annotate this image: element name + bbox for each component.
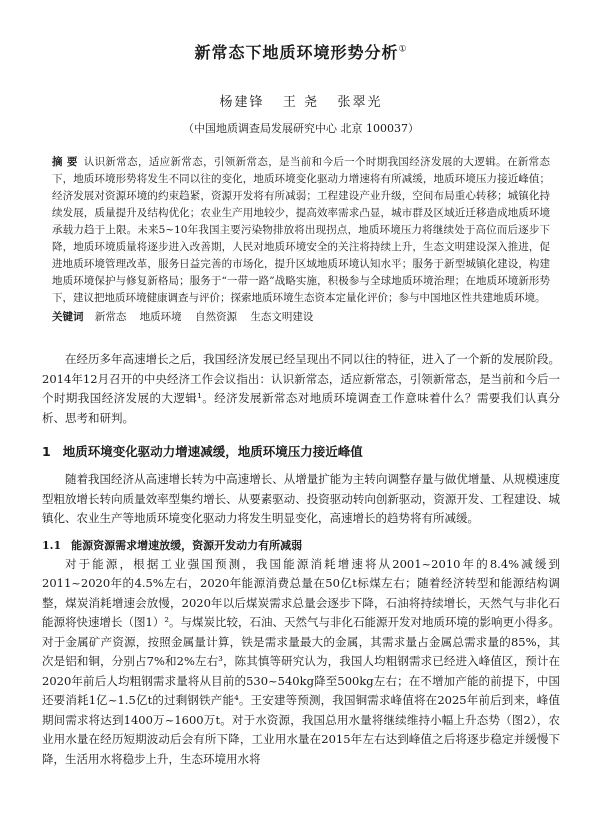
paper-title <box>42 0 560 63</box>
body-paragraph: 对于能源，根据工业强国预测，我国能源消耗增速将从2001~2010年的8.4%减缓到2011~2020年的4.5%左右，2020年能源消费总量在50亿t标煤左右；随着经济转型和能源结构调整，煤炭消耗增速会放慢，2020年以后煤炭需求总量会逐步下降，石油将持续增长，天然气与非化石能源将快速增长（图1）²。与煤炭比较，石油、天然气与非化石能源开发对地质环境的影响更小得多。对于金属矿产资源，按照金属量计算，铁是需求量最大的金属，其需求量占金属总需求量的85%，其次是铝和铜，分别占7%和2%左右³，陈其慎等研究认为，我国人均粗钢需求已经进入峰值区，预计在2020年前后人均粗钢需求量将从目前的530~540kg降至500kg左右；在不增加产能的前提下，中国还要消耗1亿~1.5亿t的过剩钢铁产能⁴。王安建等预测，我国铜需求峰值将在2025年前后到来，峰值期间需求将达到1400万~1600万t。对于水资源，我国总用水量将继续维持小幅上升态势（图2），农业用水量在经历短期波动后会有所下降，工业用水量在2015年左右达到峰值之后将逐步稳定并缓慢下降，生活用水将稳步上升，生态环境用水将 <box>42 556 560 766</box>
keyword: 生态文明建设 <box>250 311 314 323</box>
affiliation: （中国地质调查局发展研究中心 北京 100037） <box>183 122 419 135</box>
abstract-text: 认识新常态，适应新常态，引领新常态，是当前和今后一个时期我国经济发展的大逻辑。在新常态下，地质环境形势将发生不同以往的变化，地质环境变化驱动力增速将有所减缓，地质环境压力接近峰值；经济发展对资源环境的约束趋紧，资源开发将有所减弱；工程建设产业升级，空间布局重心转移；城镇化持续发展，质量提升及结构优化；农业生产用地较少，提高效率需求凸显，城市群及区域近迁移造成地质环境承载力趋于上限。未来5~10年我国主要污染物排放将出现拐点，地质环境压力将继续处于高位而后逐步下降，地质环境质量将逐步进入改善期，人民对地质环境安全的关注将持续上升，生态文明建设深入推进，促进地质环境管理改革，服务日益完善的市场化，提升区域地质环境认知水平；服务于新型城镇化建设，构建地质环境保护与修复新格局；服务于“一带一路”战略实施，积极参与全球地质环境治理；在地质环境新形势下，建议把地质环境健康调查与评价；探索地质环境生态资本定量化评价；参与中国地区性共建地质环境。 <box>52 156 551 304</box>
subsection-heading <box>42 537 560 553</box>
keyword: 新常态 <box>94 311 127 323</box>
author-2: 王 尧 <box>282 95 320 110</box>
keyword: 自然资源 <box>195 311 238 323</box>
subsection-title: 能源资源需求增速放缓，资源开发动力有所减弱 <box>71 538 303 552</box>
keyword: 地质环境 <box>139 311 182 323</box>
authors <box>42 91 560 110</box>
author-1: 杨建锋 <box>219 95 265 110</box>
abstract-label: 摘 要 <box>52 156 78 168</box>
intro-paragraph: 在经历多年高速增长之后，我国经济发展已经呈现出不同以往的特征，进入了一个新的发展阶段。2014年12月召开的中央经济工作会议指出：认识新常态，适应新常态，引领新常态，是当前和今后一个时期我国经济发展的大逻辑¹。经济发展新常态对地质环境调查工作意味着什么？需要我们认真分析、思考和研判。 <box>42 352 560 425</box>
title-footnote-mark: ① <box>398 44 408 55</box>
title-text: 新常态下地质环境形势分析 <box>194 43 399 62</box>
subsection-number: 1.1 <box>42 538 62 552</box>
author-3: 张翠光 <box>337 95 383 110</box>
section-paragraph: 随着我国经济从高速增长转为中高速增长、从增量扩能为主转向调整存量与做优增量、从规模速度型粗放增长转向质量效率型集约增长、从要素驱动、投资驱动转向创新驱动，资源开发、工程建设、城镇化、农业生产等地质环境变化驱动力将发生明显变化，高速增长的趋势将有所减缓。 <box>42 472 560 525</box>
abstract <box>52 154 550 307</box>
section-number: 1 <box>42 444 51 459</box>
keywords-label: 关键词 <box>52 311 84 323</box>
keywords <box>52 309 550 326</box>
section-title: 地质环境变化驱动力增速减缓，地质环境压力接近峰值 <box>62 444 363 459</box>
section-heading <box>42 442 560 460</box>
